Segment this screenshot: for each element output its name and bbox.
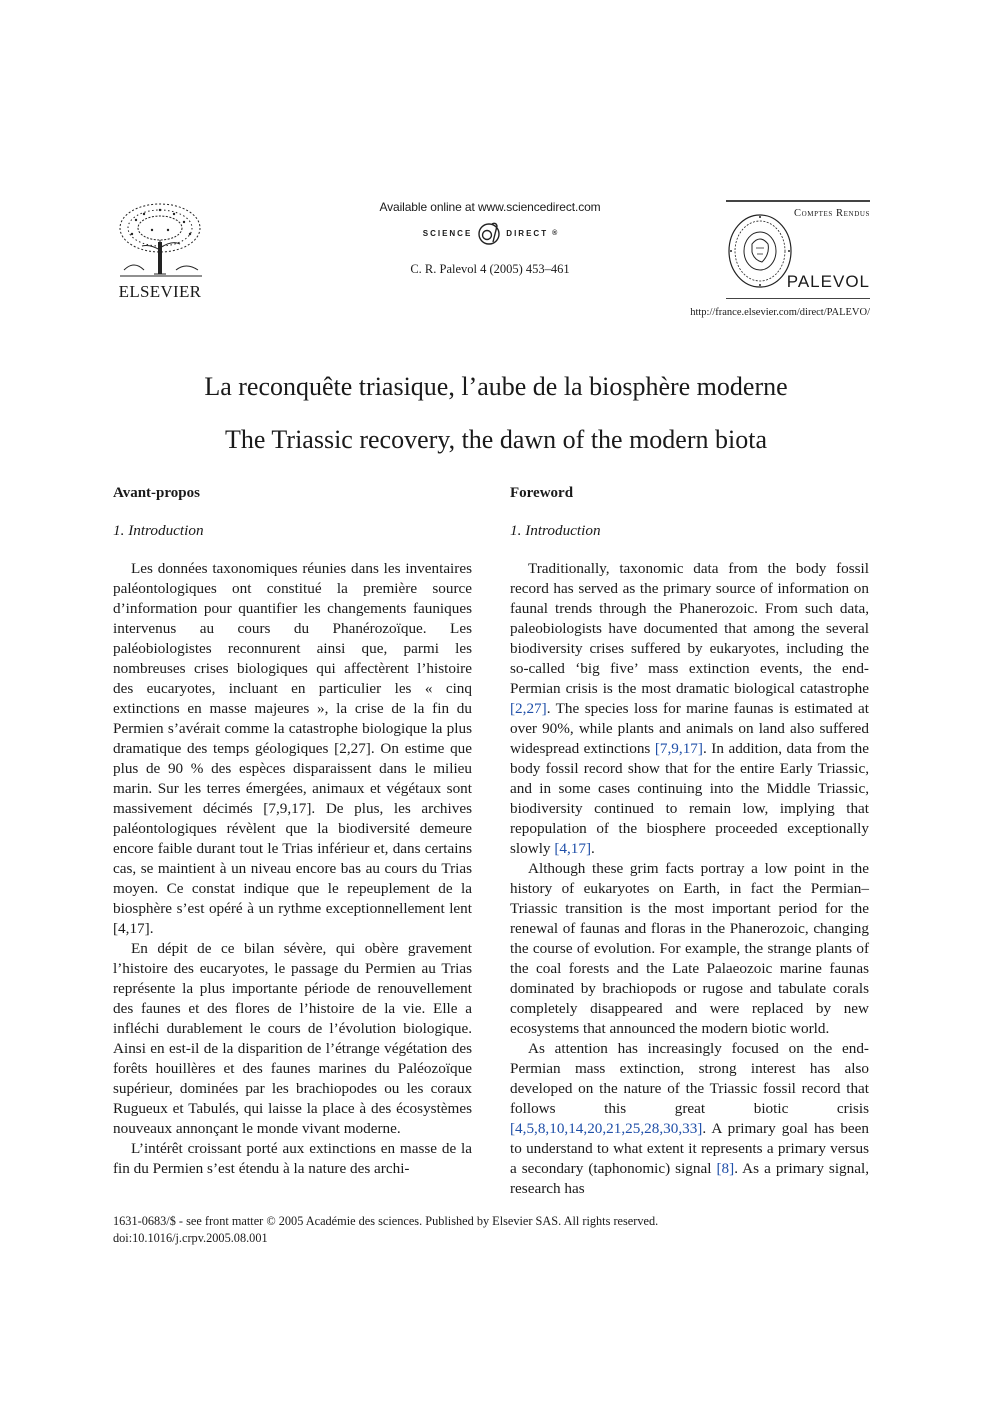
paragraph-en-1-text-b: . The species loss for marine faunas is estimated at over 90%, while plants and animals on land also suffered widespread extinctions	[510, 700, 869, 757]
academie-seal-icon	[726, 212, 794, 290]
title-english: The Triassic recovery, the dawn of the modern biota	[224, 425, 767, 454]
center-header	[330, 200, 650, 277]
journal-name: PALEVOL	[786, 272, 870, 291]
elsevier-logo	[112, 200, 208, 300]
reference-link[interactable]: [4,17]	[554, 840, 592, 857]
copyright-line: 1631-0683/$ - see front matter © 2005 Académie des sciences. Published by Elsevier SAS. All rights reserved.	[113, 1214, 659, 1228]
column-french	[113, 483, 472, 1179]
section-heading-avant-propos: Avant-propos	[113, 485, 200, 501]
footer	[113, 1213, 658, 1247]
paragraph-en-3-text-b: . A primary goal has been to understand to what extent it represents a primary versus a secondary (taphonomic) signal	[510, 1120, 869, 1177]
sciencedirect-left-word: SCIENCE	[422, 228, 473, 238]
journal-series: Comptes Rendus	[794, 208, 870, 219]
paragraph-en-3-text-c: . As a primary signal, research has	[510, 1160, 870, 1197]
paragraph-fr-2: En dépit de ce bilan sévère, qui obère gravement l’histoire des eucaryotes, le passage du Permien au Trias représente la plus importante période de renouvellement des faunes et des flores de l’histoire de la vie. Elle a infléchi durablement le cours de l’évolution biologique. Ainsi en est-il de la disparition de l’étrange végétation des forêts houillères et des faunes marines du Paléozoïque supérieur, dominées par les brachiopodes ou les coraux Rugueux et Tabulés, qui laisse la place à des écosystèmes nouveaux annonçant le monde vivant moderne.	[113, 940, 472, 1137]
elsevier-tree-icon	[114, 200, 206, 280]
sciencedirect-d-icon	[476, 220, 502, 246]
logo-top-rule	[726, 200, 870, 202]
paragraph-en-1	[510, 559, 869, 859]
paragraph-en-1-text-d: .	[591, 840, 595, 857]
logo-bottom-rule	[726, 298, 870, 299]
available-online-text[interactable]: Available online at www.sciencedirect.com	[379, 200, 601, 214]
reference-link[interactable]: [8]	[716, 1160, 735, 1177]
sciencedirect-registered-mark: ®	[552, 229, 558, 237]
column-english	[510, 483, 869, 1199]
doi-line: doi:10.1016/j.crpv.2005.08.001	[113, 1231, 268, 1245]
palevol-logo	[726, 200, 870, 300]
subsection-introduction-fr: 1. Introduction	[113, 522, 204, 539]
reference-link[interactable]: [4,5,8,10,14,20,21,25,28,30,33]	[510, 1120, 703, 1137]
journal-url-link[interactable]: http://france.elsevier.com/direct/PALEVO/	[690, 307, 870, 318]
paragraph-fr-3: L’intérêt croissant porté aux extinctions en masse de la fin du Permien s’est étendu à la nature des archi-	[113, 1140, 472, 1177]
paragraph-fr-1: Les données taxonomiques réunies dans les inventaires paléontologiques ont constitué la première source d’information pour quantifier les changements fauniques intervenus au cours du Phanérozoïque. Les paléobiologistes reconnurent ainsi que, parmi les nombreuses crises biologiques qui affectèrent l’histoire des eucaryotes, incluant en particulier les « cinq extinctions en masse majeures », la crise de la fin du Permien s’avérait comme la catastrophe biologique la plus dramatique des temps géologiques [2,27]. On estime que plus de 90 % des espèces disparaissent dans le milieu marin. Sur les terres émergées, animaux et végétaux sont massivement décimés [7,9,17]. De plus, les archives paléontologiques révèlent que la biodiversité demeure encore faible durant tout le Trias inférieur et, dans certains cas, se maintient à un niveau encore bas au cours du Trias moyen. Ce constat indique que le repeuplement de la biosphère s’est opéré à un rythme exceptionnellement lent [4,17].	[113, 560, 472, 937]
paragraph-en-3-text-a: As attention has increasingly focused on the end-Permian mass extinction, strong interest has also developed on the nature of the Triassic fossil record that follows this great biotic crisis	[510, 1040, 869, 1117]
sciencedirect-logo	[330, 220, 650, 246]
journal-citation: C. R. Palevol 4 (2005) 453–461	[410, 262, 570, 276]
sciencedirect-right-word: DIRECT	[506, 228, 549, 238]
reference-link[interactable]: [7,9,17]	[654, 740, 703, 757]
paragraph-en-2: Although these grim facts portray a low point in the history of eukaryotes on Earth, in fact the Permian–Triassic transition is the most important period for the renewal of faunas and floras in the Phanerozoic, changing the course of evolution. For example, the strange plants of the coal forests and the Late Palaeozoic marine faunas dominated by brachiopods or rugose and tabulate corals completely disappeared and were replaced by new ecosystems that announced the modern biotic world.	[510, 860, 869, 1037]
paragraph-en-1-text-c: . In addition, data from the body fossil record show that for the entire Early Triassic, and in some cases continuing into the Middle Triassic, biodiversity continued to remain low, implying that repopulation of the biosphere proceeded exceptionally slowly	[510, 740, 869, 857]
title-french: La reconquête triasique, l’aube de la biosphère moderne	[204, 372, 788, 401]
paragraph-en-1-text-a: Traditionally, taxonomic data from the body fossil record has served as the primary source of information on faunal trends through the Phanerozoic. From such data, paleobiologists have documented that among the several biodiversity crises suffered by eukaryotes, including the so-called ‘big five’ mass extinction events, the end-Permian crisis is the most dramatic biological catastrophe	[510, 560, 869, 697]
reference-link[interactable]: [2,27]	[510, 700, 547, 717]
section-heading-foreword: Foreword	[510, 485, 574, 501]
publisher-name: ELSEVIER	[118, 282, 202, 301]
paragraph-en-3	[510, 1039, 869, 1199]
subsection-introduction-en: 1. Introduction	[510, 522, 601, 539]
